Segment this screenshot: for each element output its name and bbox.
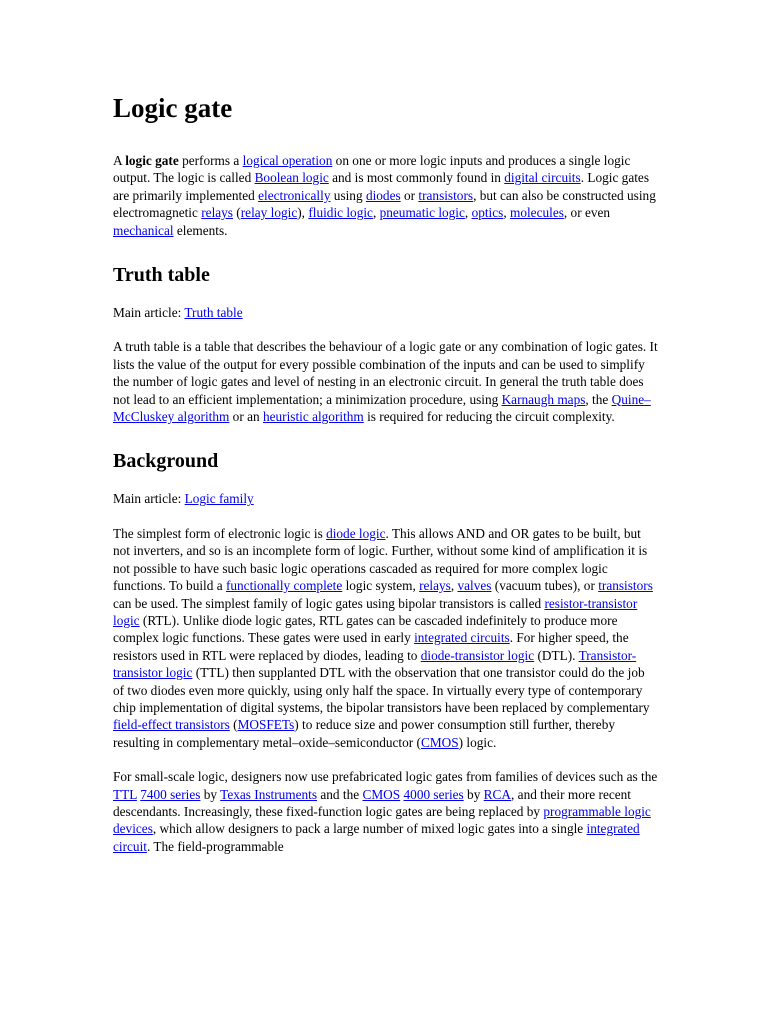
text: . This allows AND and OR gates to be built, but not inverters, and so is an incomplete form of logic. Further, without some kind of amplification it is not possible to have such basic logic operations cascaded as required for more complex logic functions. To build a	[113, 525, 648, 594]
link-ttl[interactable]: TTL	[113, 786, 137, 802]
link-main-article-truth-table[interactable]: Truth table	[184, 305, 243, 321]
main-article-note	[113, 490, 658, 507]
link-mosfets[interactable]: MOSFETs	[237, 717, 295, 733]
link-transistor-transistor-logic[interactable]: Transistor-transistor logic	[113, 647, 637, 681]
text: . The field-programmable	[146, 838, 284, 854]
link-functionally-complete[interactable]: functionally complete	[225, 578, 343, 594]
text: , or even	[563, 205, 611, 221]
link-relay-logic[interactable]: relay logic	[240, 205, 298, 221]
text: performs a	[178, 153, 243, 168]
truth-table-paragraph	[113, 338, 658, 425]
link-mechanical[interactable]: mechanical	[113, 222, 174, 238]
link-texas-instruments[interactable]: Texas Instruments	[220, 786, 318, 802]
link-diodes[interactable]: diodes	[365, 187, 401, 203]
link-valves[interactable]: valves	[457, 578, 492, 594]
text: , but can also be constructed using electromagnetic	[113, 187, 656, 221]
link-integrated-circuit[interactable]: integrated circuit	[113, 821, 640, 854]
text: ) to reduce size and power consumption still further, thereby resulting in complementary metal–oxide–semiconductor (	[113, 717, 615, 750]
link-relays[interactable]: relays	[201, 205, 233, 221]
text: using	[330, 187, 366, 203]
link-logical-operation[interactable]: logical operation	[242, 153, 333, 168]
link-karnaugh-maps[interactable]: Karnaugh maps	[501, 391, 586, 407]
text: (DTL).	[534, 647, 579, 663]
link-relays[interactable]: relays	[419, 578, 451, 594]
link-optics[interactable]: optics	[471, 205, 504, 221]
main-article-note	[113, 304, 658, 321]
text: . For higher speed, the resistors used in RTL were replaced by diodes, leading to	[113, 630, 629, 663]
text: and is most commonly found in	[328, 170, 505, 186]
text: A	[113, 153, 126, 168]
background-paragraph-2	[113, 768, 658, 855]
link-pneumatic-logic[interactable]: pneumatic logic	[379, 205, 465, 221]
text: is required for reducing the circuit complexity.	[363, 409, 615, 425]
link-cmos[interactable]: CMOS	[362, 786, 401, 802]
link-digital-circuits[interactable]: digital circuits	[504, 170, 581, 186]
text: ,	[464, 205, 472, 221]
text: elements.	[173, 222, 228, 238]
link-molecules[interactable]: molecules	[509, 205, 564, 221]
text: ),	[297, 205, 309, 221]
link-transistors[interactable]: transistors	[418, 187, 474, 203]
page-title: Logic gate	[113, 93, 233, 123]
text: by	[463, 786, 484, 802]
text: (vacuum tubes), or	[491, 578, 599, 594]
intro-paragraph	[113, 152, 658, 239]
link-main-article-logic-family[interactable]: Logic family	[184, 491, 254, 507]
bold-term: logic gate	[125, 153, 179, 168]
section-heading-truth-table: Truth table	[113, 264, 210, 287]
link-field-effect-transistors[interactable]: field-effect transistors	[113, 717, 230, 733]
text: ,	[450, 578, 458, 594]
text: ) logic.	[458, 734, 497, 750]
link-diode-logic[interactable]: diode logic	[326, 525, 386, 541]
link-rca[interactable]: RCA	[483, 786, 512, 802]
link-boolean-logic[interactable]: Boolean logic	[254, 170, 329, 186]
text: (	[229, 717, 238, 733]
text: or an	[229, 409, 263, 425]
text: The simplest form of electronic logic is	[113, 525, 327, 541]
link-resistor-transistor-logic[interactable]: resistor-transistor logic	[113, 595, 638, 628]
main-article-label: Main article:	[113, 305, 185, 321]
link-diode-transistor-logic[interactable]: diode-transistor logic	[420, 647, 535, 663]
text: (RTL). Unlike diode logic gates, RTL gates can be cascaded indefinitely to produce more complex logic functions. These gates were used in early	[113, 612, 618, 646]
text: on one or more logic inputs and produces a single logic output. The logic is called	[113, 153, 631, 186]
main-article-label: Main article:	[113, 491, 185, 507]
link-fluidic-logic[interactable]: fluidic logic	[308, 205, 373, 221]
link-integrated-circuits[interactable]: integrated circuits	[414, 630, 510, 646]
text: ,	[372, 205, 380, 221]
text: (TTL) then supplanted DTL with the observation that one transistor could do the job of two diodes even more quickly, using only half the space. In virtually every type of contemporary chip implementation of digital systems, the bipolar transistors have been replaced by complementary	[113, 665, 650, 715]
article	[113, 88, 658, 855]
link-4000-series[interactable]: 4000 series	[403, 786, 464, 802]
link-transistors[interactable]: transistors	[598, 578, 653, 594]
link-heuristic-algorithm[interactable]: heuristic algorithm	[262, 409, 364, 425]
text: ,	[503, 205, 510, 221]
link-electronically[interactable]: electronically	[258, 187, 331, 203]
link-cmos[interactable]: CMOS	[420, 734, 459, 750]
text: or	[400, 187, 419, 203]
text: by	[200, 786, 221, 802]
text: can be used. The simplest family of logic gates using bipolar transistors is called	[113, 595, 545, 611]
text: , the	[585, 391, 612, 407]
text: A truth table is a table that describes the behaviour of a logic gate or any combination of logic gates. It lists the value of the output for every possible combination of the inputs and can be used to simplify the number of logic gates and level of nesting in an electronic circuit. In general the truth table does not lead to an efficient implementation; a minimization procedure, using	[113, 339, 658, 407]
link-programmable-logic-devices[interactable]: programmable logic devices	[113, 803, 651, 837]
section-heading-background: Background	[113, 450, 219, 473]
link-quine-mccluskey[interactable]: Quine–McCluskey algorithm	[113, 391, 651, 425]
text: , and their more recent descendants. Increasingly, these fixed-function logic gates are being replaced by	[113, 786, 631, 819]
background-paragraph-1	[113, 525, 658, 751]
text: . Logic gates are primarily implemented	[113, 170, 649, 203]
link-7400-series[interactable]: 7400 series	[140, 786, 201, 802]
text: and the	[317, 786, 363, 802]
text: logic system,	[342, 578, 420, 594]
text: For small-scale logic, designers now use prefabricated logic gates from families of devices such as the	[113, 769, 658, 785]
text: (	[232, 205, 241, 221]
text: , which allow designers to pack a large number of mixed logic gates into a single	[152, 821, 587, 837]
